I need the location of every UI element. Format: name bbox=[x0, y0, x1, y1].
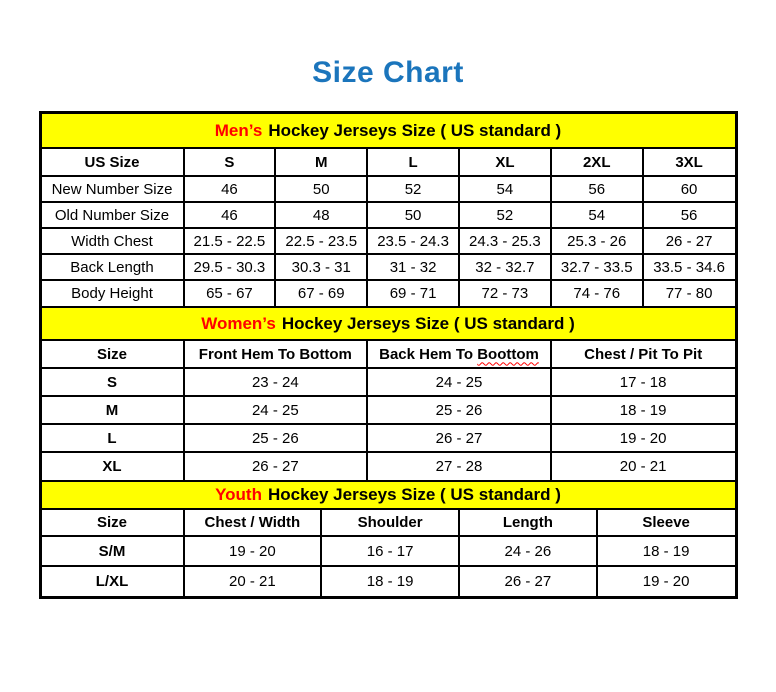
womens-row-label: S bbox=[42, 368, 184, 396]
table-row bbox=[42, 424, 735, 452]
youth-header-row bbox=[42, 510, 735, 536]
mens-cell: 50 bbox=[275, 176, 367, 202]
mens-section-header bbox=[42, 114, 735, 149]
womens-cell: 18 - 19 bbox=[551, 396, 735, 424]
womens-cell: 26 - 27 bbox=[367, 424, 551, 452]
mens-cell: 32 - 32.7 bbox=[459, 254, 551, 280]
size-chart bbox=[39, 111, 738, 599]
mens-cell: 30.3 - 31 bbox=[275, 254, 367, 280]
womens-column-header: Chest / Pit To Pit bbox=[551, 341, 735, 368]
youth-section-highlight: Youth bbox=[215, 485, 262, 504]
mens-cell: 32.7 - 33.5 bbox=[551, 254, 643, 280]
mens-cell: 52 bbox=[459, 202, 551, 228]
womens-row-label: XL bbox=[42, 452, 184, 480]
mens-cell: 74 - 76 bbox=[551, 280, 643, 306]
womens-cell: 25 - 26 bbox=[367, 396, 551, 424]
youth-cell: 18 - 19 bbox=[321, 566, 459, 596]
mens-cell: 33.5 - 34.6 bbox=[643, 254, 735, 280]
youth-column-header: Chest / Width bbox=[184, 510, 322, 536]
mens-cell: 50 bbox=[367, 202, 459, 228]
mens-row-label: Old Number Size bbox=[42, 202, 184, 228]
mens-cell: 29.5 - 30.3 bbox=[184, 254, 276, 280]
womens-column-header: Front Hem To Bottom bbox=[184, 341, 368, 368]
youth-column-header: Size bbox=[42, 510, 184, 536]
mens-row-label: Body Height bbox=[42, 280, 184, 306]
womens-cell: 19 - 20 bbox=[551, 424, 735, 452]
table-row bbox=[42, 452, 735, 480]
womens-column-header bbox=[367, 341, 551, 368]
womens-cell: 27 - 28 bbox=[367, 452, 551, 480]
mens-cell: 69 - 71 bbox=[367, 280, 459, 306]
mens-row-label: Back Length bbox=[42, 254, 184, 280]
youth-cell: 16 - 17 bbox=[321, 536, 459, 566]
womens-size-table bbox=[42, 341, 735, 480]
mens-section-highlight: Men’s bbox=[214, 120, 263, 140]
mens-cell: 60 bbox=[643, 176, 735, 202]
mens-cell: 56 bbox=[643, 202, 735, 228]
mens-section-title: Hockey Jerseys Size ( US standard ) bbox=[268, 120, 562, 140]
youth-row-label: S/M bbox=[42, 536, 184, 566]
womens-header-row bbox=[42, 341, 735, 368]
table-row bbox=[42, 396, 735, 424]
table-row bbox=[42, 368, 735, 396]
youth-size-table bbox=[42, 510, 735, 596]
youth-row-label: L/XL bbox=[42, 566, 184, 596]
mens-cell: 72 - 73 bbox=[459, 280, 551, 306]
mens-cell: 25.3 - 26 bbox=[551, 228, 643, 254]
youth-cell: 19 - 20 bbox=[184, 536, 322, 566]
mens-header-row bbox=[42, 149, 735, 176]
mens-cell: 77 - 80 bbox=[643, 280, 735, 306]
youth-section-title: Hockey Jerseys Size ( US standard ) bbox=[267, 485, 561, 504]
mens-cell: 56 bbox=[551, 176, 643, 202]
table-row bbox=[42, 202, 735, 228]
mens-column-header: US Size bbox=[42, 149, 184, 176]
misspelled-word: Boottom bbox=[477, 345, 539, 363]
mens-size-table bbox=[42, 149, 735, 306]
mens-row-label: New Number Size bbox=[42, 176, 184, 202]
womens-cell: 24 - 25 bbox=[184, 396, 368, 424]
mens-cell: 46 bbox=[184, 176, 276, 202]
mens-cell: 67 - 69 bbox=[275, 280, 367, 306]
table-row bbox=[42, 176, 735, 202]
womens-cell: 23 - 24 bbox=[184, 368, 368, 396]
table-row bbox=[42, 228, 735, 254]
womens-section-header bbox=[42, 306, 735, 341]
mens-column-header: 2XL bbox=[551, 149, 643, 176]
mens-cell: 46 bbox=[184, 202, 276, 228]
mens-cell: 65 - 67 bbox=[184, 280, 276, 306]
youth-cell: 19 - 20 bbox=[597, 566, 735, 596]
mens-column-header: 3XL bbox=[643, 149, 735, 176]
table-row bbox=[42, 280, 735, 306]
youth-cell: 20 - 21 bbox=[184, 566, 322, 596]
mens-cell: 26 - 27 bbox=[643, 228, 735, 254]
mens-cell: 54 bbox=[459, 176, 551, 202]
mens-column-header: L bbox=[367, 149, 459, 176]
mens-cell: 22.5 - 23.5 bbox=[275, 228, 367, 254]
womens-row-label: L bbox=[42, 424, 184, 452]
mens-column-header: XL bbox=[459, 149, 551, 176]
youth-column-header: Length bbox=[459, 510, 597, 536]
youth-column-header: Sleeve bbox=[597, 510, 735, 536]
table-row bbox=[42, 566, 735, 596]
mens-cell: 54 bbox=[551, 202, 643, 228]
table-row bbox=[42, 254, 735, 280]
mens-cell: 48 bbox=[275, 202, 367, 228]
womens-cell: 24 - 25 bbox=[367, 368, 551, 396]
youth-cell: 18 - 19 bbox=[597, 536, 735, 566]
mens-column-header: S bbox=[184, 149, 276, 176]
womens-section-title: Hockey Jerseys Size ( US standard ) bbox=[281, 313, 575, 333]
mens-cell: 31 - 32 bbox=[367, 254, 459, 280]
mens-row-label: Width Chest bbox=[42, 228, 184, 254]
youth-cell: 24 - 26 bbox=[459, 536, 597, 566]
mens-cell: 52 bbox=[367, 176, 459, 202]
mens-cell: 24.3 - 25.3 bbox=[459, 228, 551, 254]
womens-cell: 20 - 21 bbox=[551, 452, 735, 480]
page-title: Size Chart bbox=[312, 56, 464, 89]
womens-column-header: Size bbox=[42, 341, 184, 368]
womens-cell: 17 - 18 bbox=[551, 368, 735, 396]
womens-row-label: M bbox=[42, 396, 184, 424]
womens-section-highlight: Women’s bbox=[201, 313, 276, 333]
mens-cell: 21.5 - 22.5 bbox=[184, 228, 276, 254]
womens-cell: 26 - 27 bbox=[184, 452, 368, 480]
youth-section-header bbox=[42, 480, 735, 510]
mens-column-header: M bbox=[275, 149, 367, 176]
youth-cell: 26 - 27 bbox=[459, 566, 597, 596]
column-header-text: Back Hem To bbox=[379, 345, 478, 363]
table-row bbox=[42, 536, 735, 566]
mens-cell: 23.5 - 24.3 bbox=[367, 228, 459, 254]
womens-cell: 25 - 26 bbox=[184, 424, 368, 452]
youth-column-header: Shoulder bbox=[321, 510, 459, 536]
